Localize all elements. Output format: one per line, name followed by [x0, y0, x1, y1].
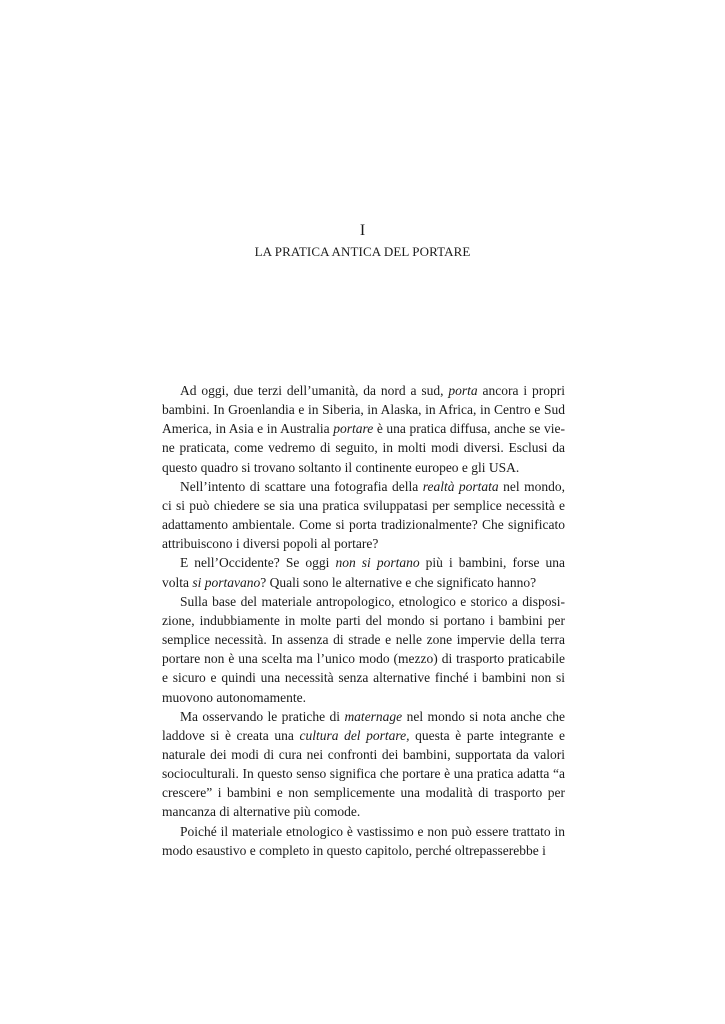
- text-run: ? Quali sono le alternative e che significato hanno?: [260, 574, 537, 590]
- paragraph: [162, 707, 565, 822]
- text-run: Nell’intento di scattare una fotografia della: [180, 478, 423, 494]
- text-run: nel mondo, ci si può chiedere se sia una pratica sviluppatasi per semplice necessità e adattamento ambientale. Come si porta tradizionalmente? Che significato attribuiscono i diversi popoli al portare?: [162, 478, 565, 552]
- paragraph: [162, 477, 565, 554]
- text-run: più i bambini, forse una volta: [162, 555, 565, 590]
- italic-run: portare: [333, 421, 374, 437]
- paragraph: [162, 381, 565, 477]
- text-run: E nell’Occidente? Se oggi: [180, 555, 336, 571]
- paragraph: [162, 592, 565, 707]
- paragraph: [162, 822, 565, 860]
- italic-run: porta: [448, 383, 478, 398]
- text-run: ancora i propri bambini. In Groenlandia e in Siberia, in Alaska, in Africa, in Centro e Sud America, in Asia e in Australia: [162, 383, 565, 437]
- chapter-number: I: [359, 222, 366, 239]
- text-run: Sulla base del materiale antropologico, etnologico e storico a disposizione, indubbiamente in molte parti del mondo si portano i bambini per semplice necessità. In assenza di strade e nelle zone impervie della terra portare non è una scelta ma l’unico modo (mezzo) di trasporto praticabile e sicuro e quindi una necessità senza alternative finché i bambini non si muovono autonomamente.: [162, 593, 565, 705]
- text-run: è una pratica diffusa, anche se viene praticata, come vedremo di seguito, in molti modi diversi. Esclusi da questo quadro si trovano soltanto il continente europeo e gli USA.: [162, 421, 565, 475]
- chapter-title: LA PRATICA ANTICA DEL PORTARE: [254, 244, 471, 259]
- italic-run: non si portano: [335, 555, 420, 571]
- text-run: nel mondo si nota anche che laddove si è creata una: [162, 708, 566, 743]
- italic-run: si portavano: [192, 574, 261, 590]
- italic-run: realtà portata: [422, 478, 499, 494]
- body-text: [162, 381, 565, 860]
- text-run: Ad oggi, due terzi dell’umanità, da nord a sud,: [180, 383, 449, 398]
- italic-run: maternage: [344, 708, 403, 724]
- text-run: Poiché il materiale etnologico è vastissimo e non può essere trattato in modo esaustivo e completo in questo capitolo, perché oltrepasserebbe i: [162, 823, 565, 858]
- text-run: Ma osservando le pratiche di: [180, 708, 345, 724]
- italic-run: cultura del portare,: [299, 727, 410, 743]
- paragraph: [162, 553, 565, 591]
- text-run: questa è parte integrante e naturale dei modi di cura nei confronti dei bambini, supportata da valori socioculturali. In questo senso significa che portare è una pratica adatta “a crescere” i bambini e non semplicemente una modalità di trasporto per mancanza di alternative più comode.: [162, 727, 565, 820]
